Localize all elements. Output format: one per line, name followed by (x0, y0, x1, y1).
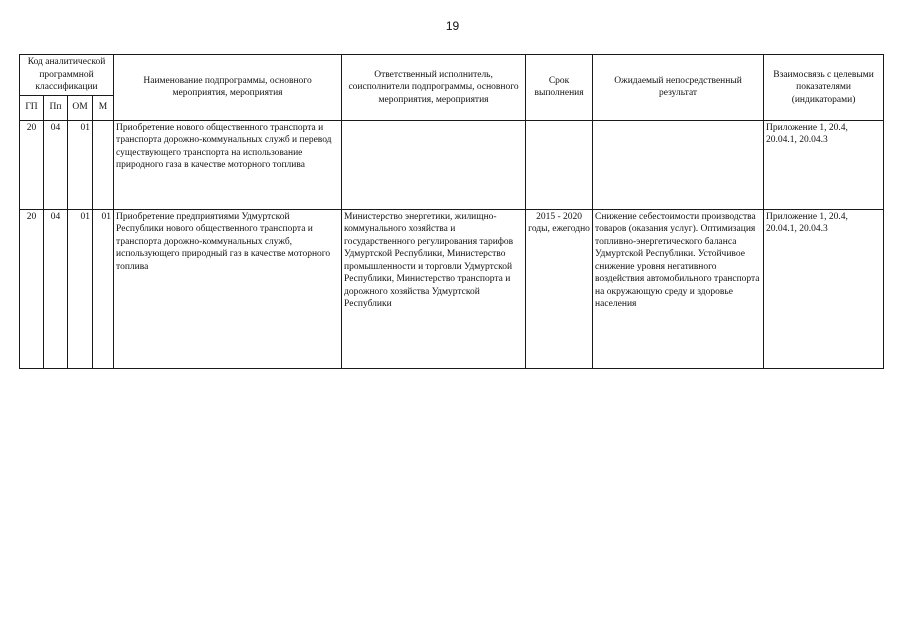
table-row (20, 209, 884, 368)
cell-name: Приобретение предприятиями Удмуртской Республики нового общественного транспорта и транспорта дорожно-коммунальных служб, использующего природный газ в качестве моторного топлива (114, 209, 342, 368)
cell-om: 01 (68, 120, 93, 209)
header-name: Наименование подпрограммы, основного мероприятия, мероприятия (114, 55, 342, 121)
cell-responsible: Министерство энергетики, жилищно-коммунального хозяйства и государственного регулирования тарифов Удмуртской Республики, Министерство промышленности и торговли Удмуртской Республики, Министерство транспорта и дорожного хозяйства Удмуртской Республики (342, 209, 526, 368)
cell-gp: 20 (20, 209, 44, 368)
page-number: 19 (445, 19, 460, 33)
cell-term (526, 120, 593, 209)
cell-result: Снижение себестоимости производства товаров (оказания услуг). Оптимизация топливно-энергетического баланса Удмуртской Республики. Устойчивое снижение уровня негативного воздействия автомобильного транспорта на окружающую среду и здоровье населения (593, 209, 764, 368)
header-term: Срок выполнения (526, 55, 593, 121)
subheader-gp: ГП (20, 95, 44, 120)
cell-term: 2015 - 2020 годы, ежегодно (526, 209, 593, 368)
cell-pp: 04 (44, 120, 68, 209)
cell-m: 01 (93, 209, 114, 368)
header-responsible: Ответственный исполнитель, соисполнители подпрограммы, основного мероприятия, мероприятия (342, 55, 526, 121)
cell-pp: 04 (44, 209, 68, 368)
cell-link: Приложение 1, 20.4, 20.04.1, 20.04.3 (764, 209, 884, 368)
header-link: Взаимосвязь с целевыми показателями (индикаторами) (764, 55, 884, 121)
cell-result (593, 120, 764, 209)
cell-responsible (342, 120, 526, 209)
cell-om: 01 (68, 209, 93, 368)
header-code: Код аналитической программной классификации (20, 55, 114, 96)
cell-link: Приложение 1, 20.4, 20.04.1, 20.04.3 (764, 120, 884, 209)
cell-gp: 20 (20, 120, 44, 209)
table-row (20, 120, 884, 209)
subheader-om: ОМ (68, 95, 93, 120)
header-row (20, 55, 884, 96)
program-table (19, 54, 884, 369)
cell-name: Приобретение нового общественного транспорта и транспорта дорожно-коммунальных служб и перевод существующего транспорта на использование природного газа в качестве моторного топлива (114, 120, 342, 209)
subheader-pp: Пп (44, 95, 68, 120)
subheader-m: М (93, 95, 114, 120)
header-result: Ожидаемый непосредственный результат (593, 55, 764, 121)
cell-m (93, 120, 114, 209)
